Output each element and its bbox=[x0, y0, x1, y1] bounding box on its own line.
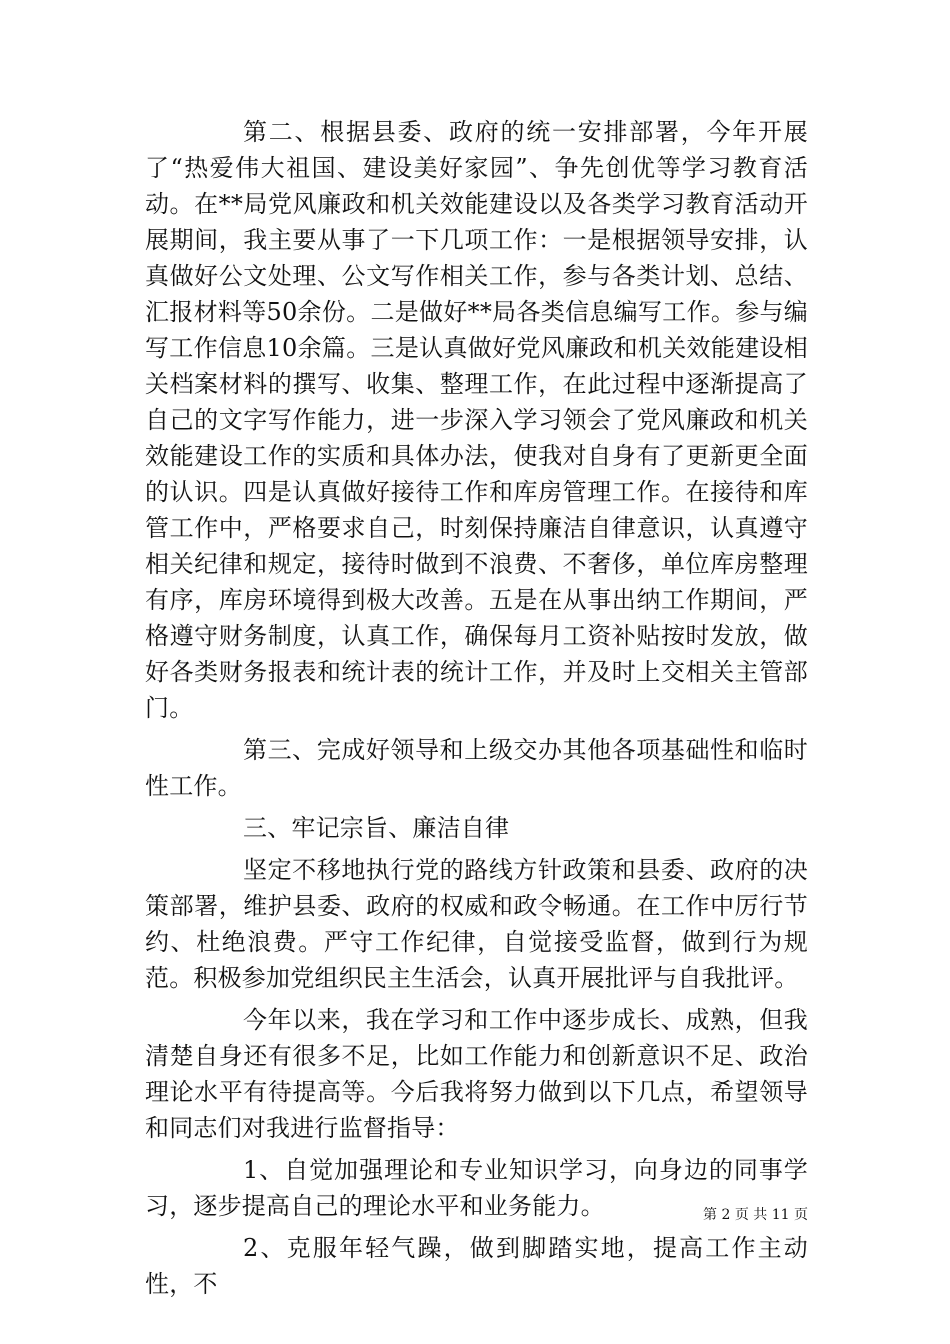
section-heading-integrity: 三、牢记宗旨、廉洁自律 bbox=[243, 814, 510, 842]
document-body bbox=[145, 114, 808, 1308]
paragraph-integrity: 坚定不移地执行党的路线方针政策和县委、政府的决策部署，维护县委、政府的权威和政令畅通。在工作中厉行节约、杜绝浪费。严守工作纪律，自觉接受监督，做到行为规范。积极参加党组织民主生活会，认真开展批评与自我批评。 bbox=[145, 856, 808, 992]
page-number: 第 2 页 共 11 页 bbox=[703, 1207, 808, 1223]
list-item-1: 1、自觉加强理论和专业知识学习，向身边的同事学习，逐步提高自己的理论水平和业务能力。 bbox=[145, 1156, 808, 1220]
paragraph-work-items: 第二、根据县委、政府的统一安排部署，今年开展了“热爱伟大祖国、建设美好家园”、争先创优等学习教育活动。在**局党风廉政和机关效能建设以及各类学习教育活动开展期间，我主要从事了一下几项工作：一是根据领导安排，认真做好公文处理、公文写作相关工作，参与各类计划、总结、汇报材料等50余份。二是做好**局各类信息编写工作。参与编写工作信息10余篇。三是认真做好党风廉政和机关效能建设相关档案材料的撰写、收集、整理工作，在此过程中逐渐提高了自己的文字写作能力，进一步深入学习领会了党风廉政和机关效能建设工作的实质和具体办法，使我对自身有了更新更全面的认识。四是认真做好接待工作和库房管理工作。在接待和库管工作中，严格要求自己，时刻保持廉洁自律意识，认真遵守相关纪律和规定，接待时做到不浪费、不奢侈，单位库房整理有序，库房环境得到极大改善。五是在从事出纳工作期间，严格遵守财务制度，认真工作，确保每月工资补贴按时发放，做好各类财务报表和统计表的统计工作，并及时上交相关主管部门。 bbox=[145, 118, 808, 722]
paragraph-shortcomings: 今年以来，我在学习和工作中逐步成长、成熟，但我清楚自身还有很多不足，比如工作能力和创新意识不足、政治理论水平有待提高等。今后我将努力做到以下几点，希望领导和同志们对我进行监督指导： bbox=[145, 1006, 808, 1142]
paragraph-other-tasks: 第三、完成好领导和上级交办其他各项基础性和临时性工作。 bbox=[145, 736, 808, 800]
list-item-2: 2、克服年轻气躁，做到脚踏实地，提高工作主动性，不 bbox=[145, 1234, 808, 1298]
